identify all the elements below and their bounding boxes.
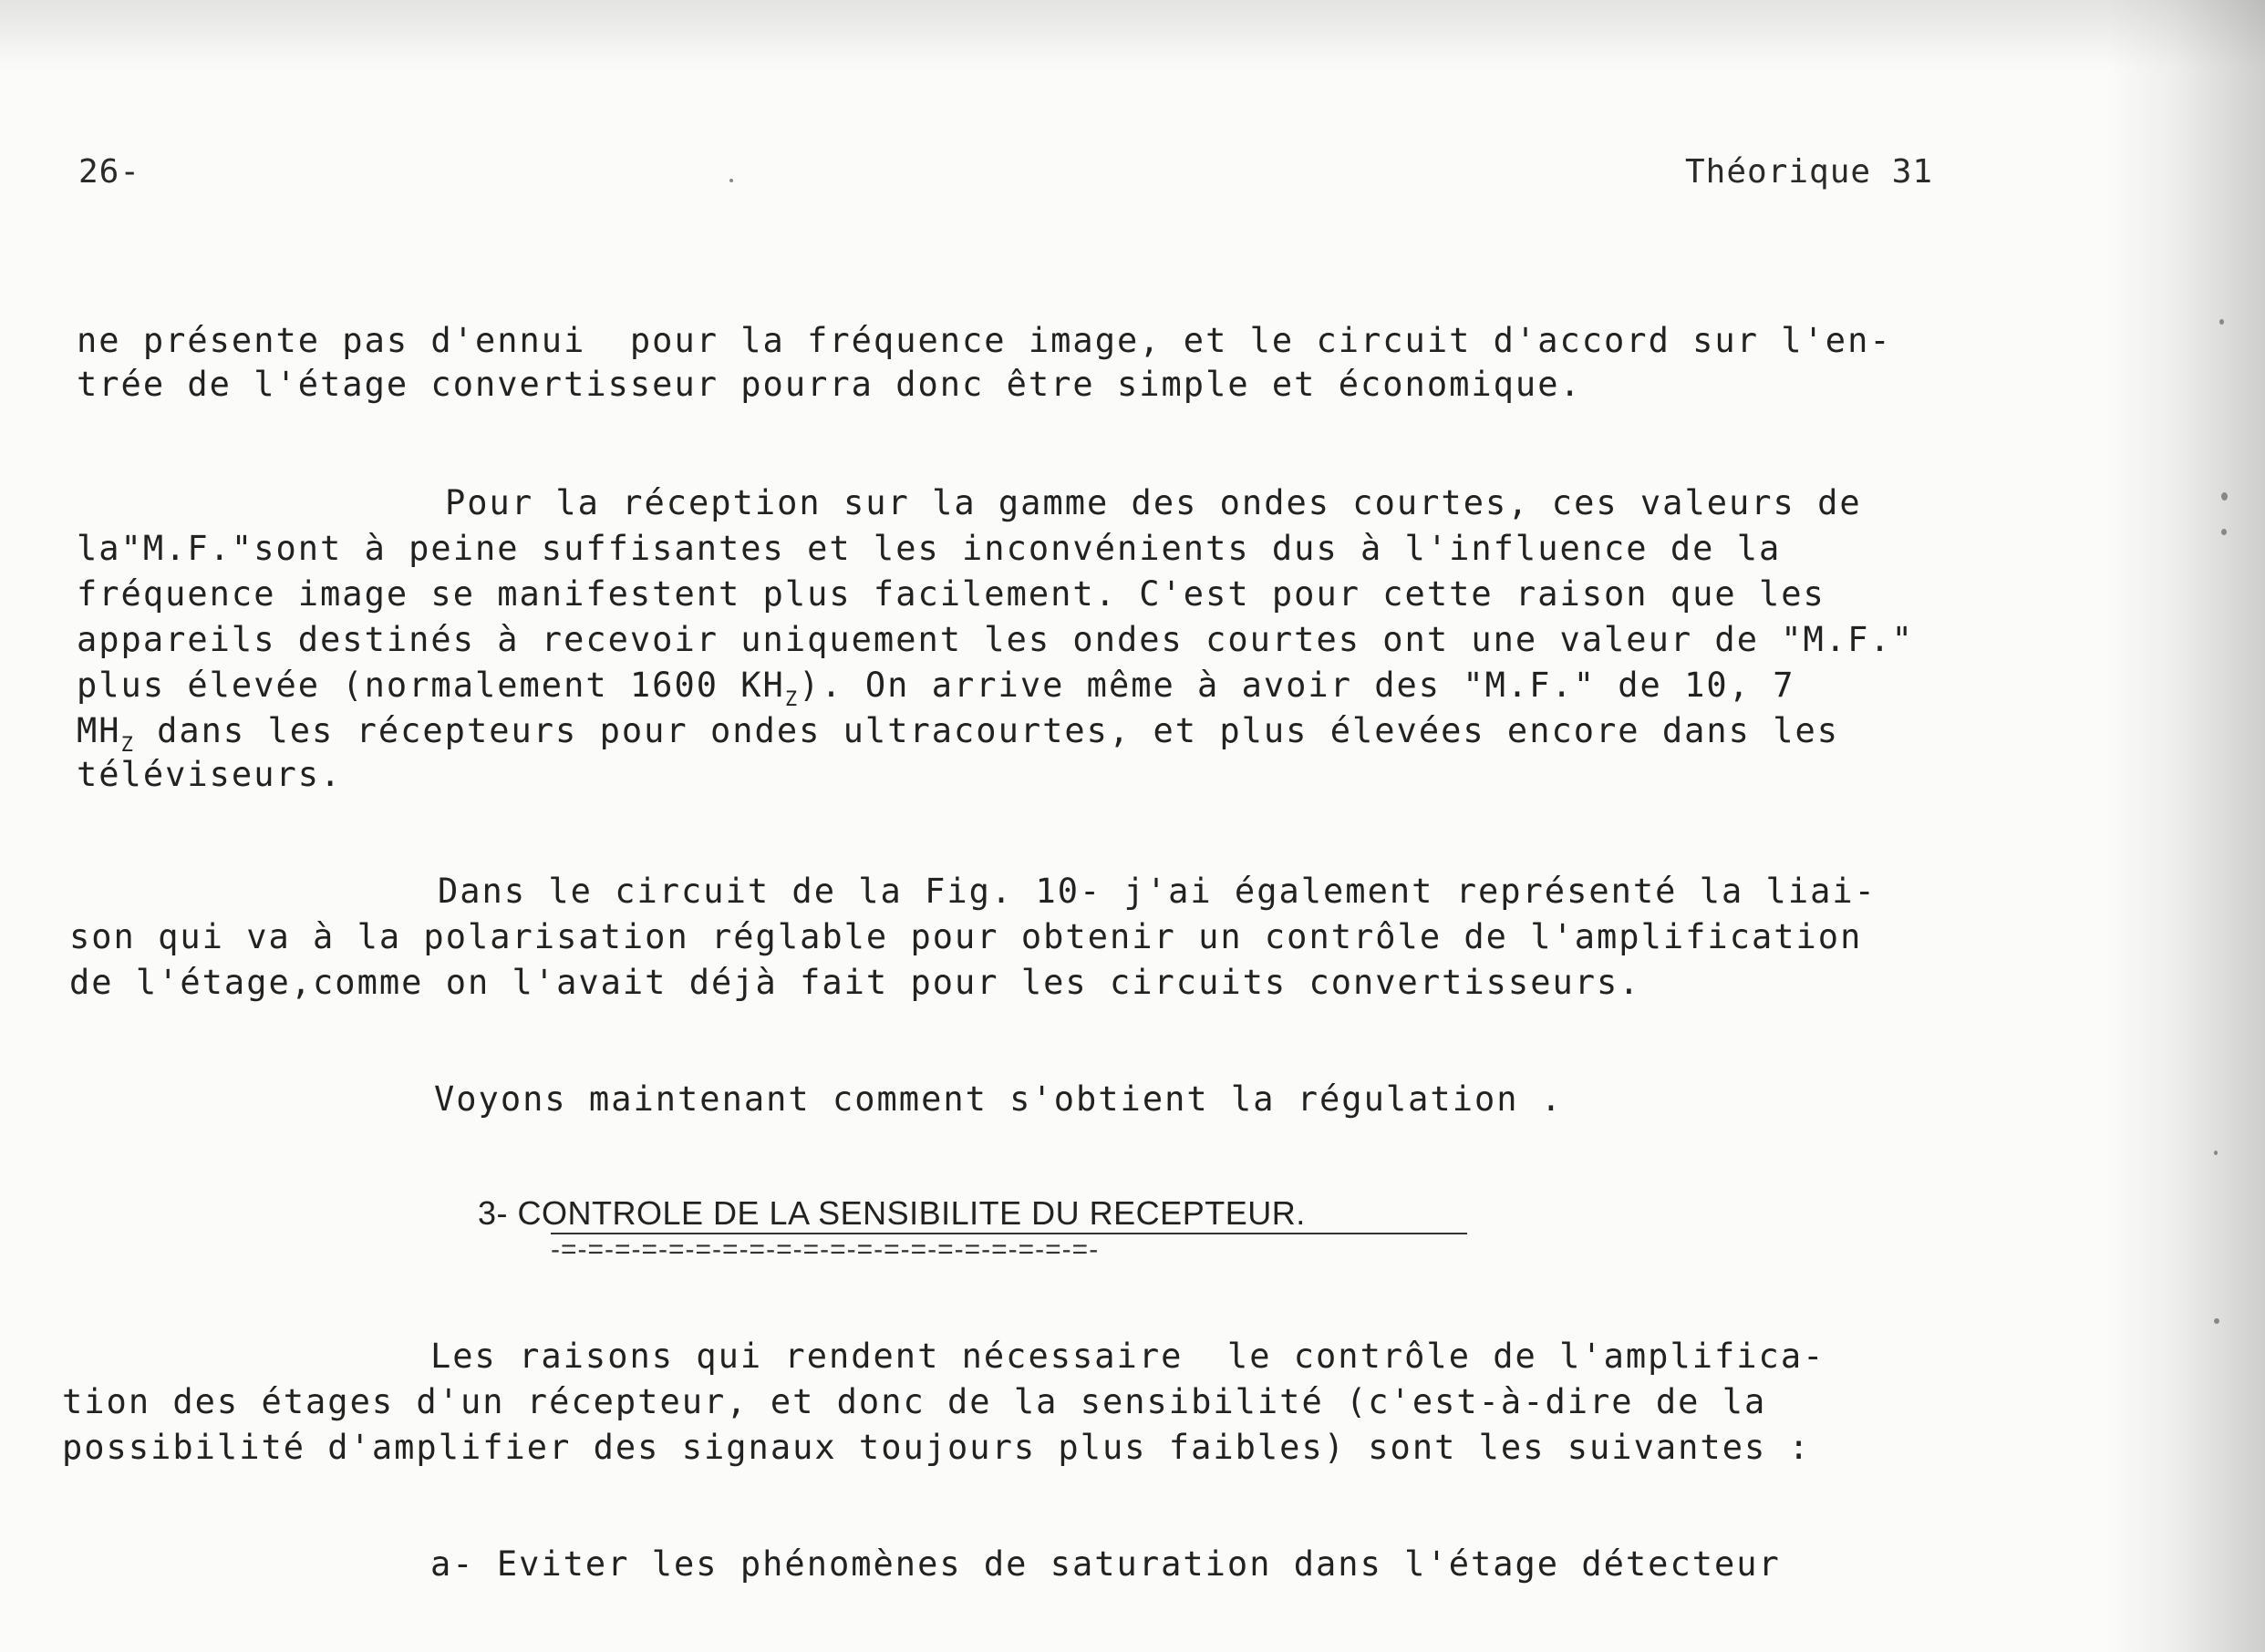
page-number: 26- [78, 153, 141, 191]
text-line: appareils destinés à recevoir uniquement les ondes courtes ont une valeur de "M.F." [77, 620, 1914, 659]
text-line: Les raisons qui rendent nécessaire le contrôle de l'amplifica- [430, 1337, 1825, 1376]
text-line: la"M.F."sont à peine suffisantes et les inconvénients dus à l'influence de la [77, 529, 1782, 568]
text-line: plus élevée (normalement 1600 $KH_Z$). On arrive même à avoir des "M.F." de 10, 7 [77, 666, 1795, 711]
section-title: Théorique 31 [1685, 153, 1934, 191]
scan-speck [2221, 492, 2228, 501]
text-line: Voyons maintenant comment s'obtient la régulation . [434, 1079, 1564, 1119]
scan-shadow [0, 0, 2265, 73]
text-line: Pour la réception sur la gamme des ondes courtes, ces valeurs de [445, 483, 1862, 522]
text-line: ne présente pas d'ennui pour la fréquence image, et le circuit d'accord sur l'en- [77, 321, 1892, 360]
scan-speck [729, 179, 733, 182]
text-line: Dans le circuit de la Fig. 10- j'ai également représenté la liai- [438, 872, 1877, 911]
text-line: trée de l'étage convertisseur pourra donc être simple et économique. [77, 365, 1582, 404]
text-line: tion des étages d'un récepteur, et donc de la sensibilité (c'est-à-dire de la [62, 1382, 1767, 1421]
section-heading: 3- CONTROLE DE LA SENSIBILITE DU RECEPTEUR. [478, 1194, 1306, 1232]
text-line: $MH_Z$ dans les récepteurs pour ondes ultracourtes, et plus élevées encore dans les [77, 711, 1840, 757]
text-line: téléviseurs. [77, 755, 343, 794]
scan-speck [2214, 1318, 2219, 1324]
scan-speck [2221, 529, 2227, 535]
scan-speck [2214, 1151, 2218, 1155]
scan-speck [2219, 319, 2224, 325]
text-line: de l'étage,comme on l'avait déjà fait pour les circuits convertisseurs. [69, 963, 1641, 1002]
text-line: a- Eviter les phénomènes de saturation dans l'étage détecteur [430, 1544, 1781, 1584]
text-line: fréquence image se manifestent plus facilement. C'est pour cette raison que les [77, 574, 1825, 614]
text-line: possibilité d'amplifier des signaux toujours plus faibles) sont les suivantes : [62, 1428, 1811, 1467]
text-line: son qui va à la polarisation réglable pour obtenir un contrôle de l'amplification [69, 917, 1863, 956]
heading-double-underline: -=-=-=-=-=-=-=-=-=-=-=-=-=-=-=-=-=-=-=-=- [551, 1234, 1100, 1265]
